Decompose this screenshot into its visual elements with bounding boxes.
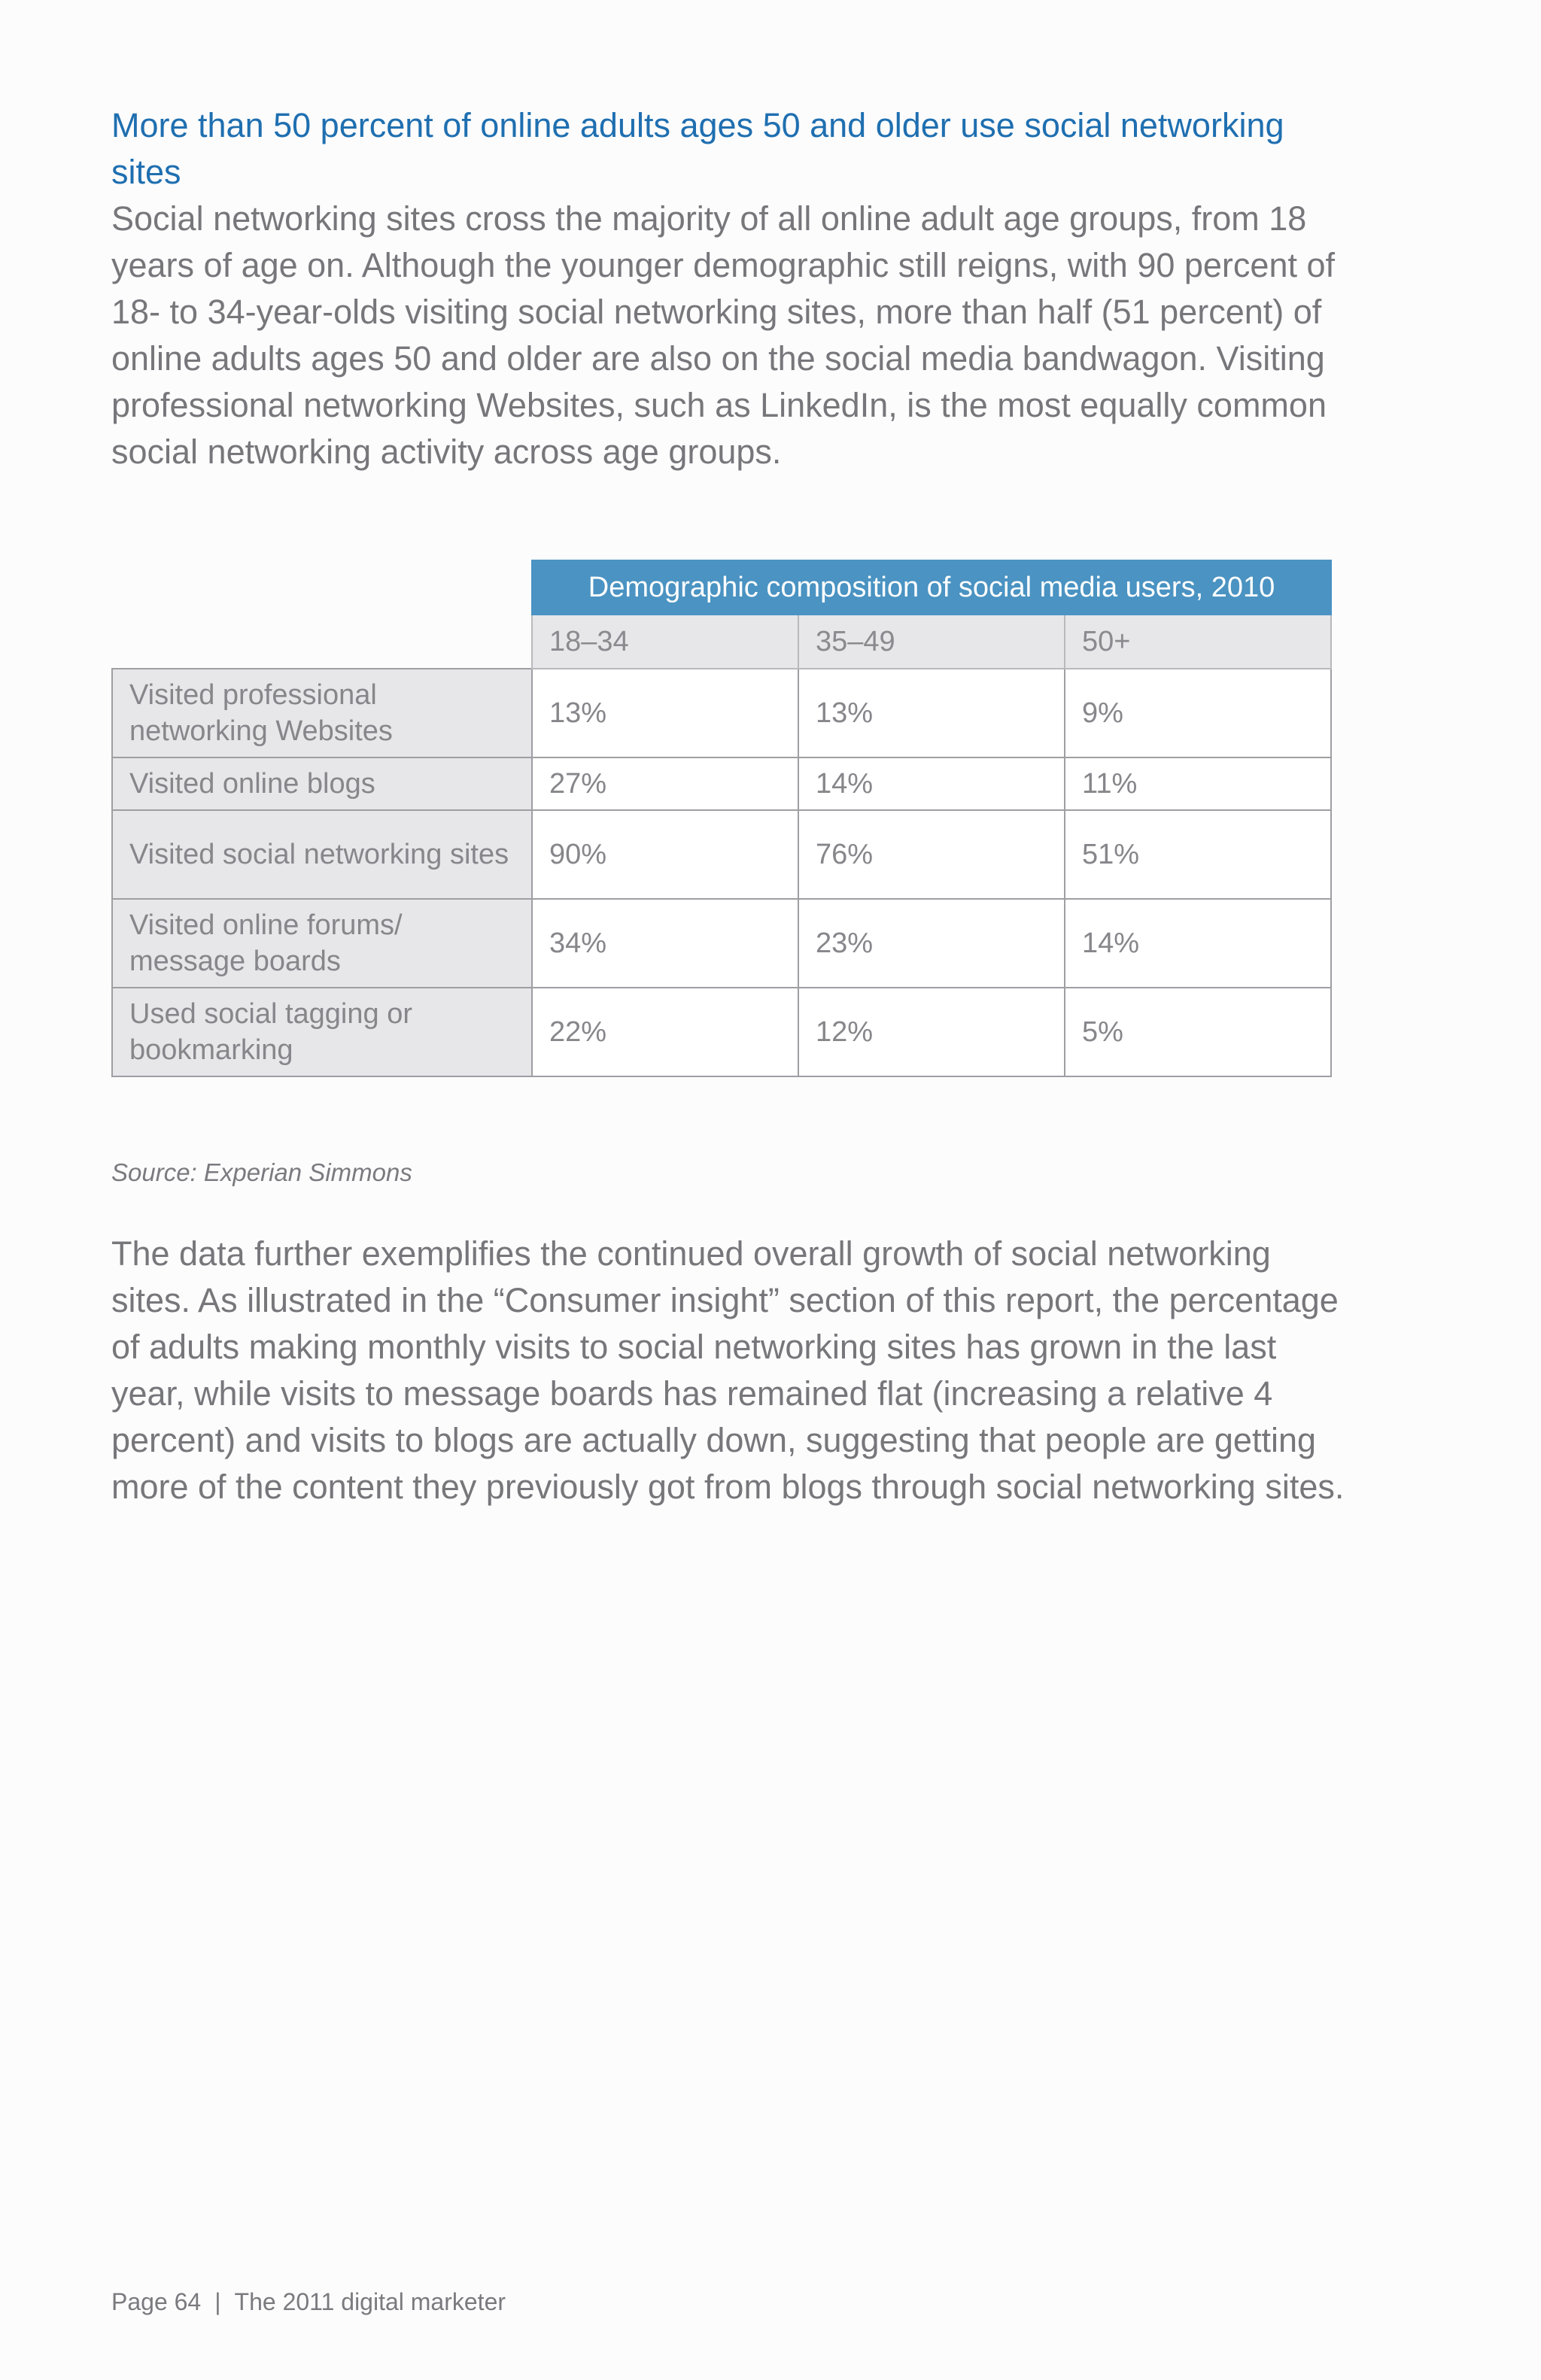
publication-title: The 2011 digital marketer bbox=[234, 2288, 506, 2315]
cell-value: 14% bbox=[1065, 899, 1331, 988]
demographics-table-container bbox=[111, 560, 1332, 1077]
column-header-50-plus: 50+ bbox=[1065, 615, 1331, 669]
cell-value: 34% bbox=[532, 899, 798, 988]
intro-paragraph: Social networking sites cross the majority of all online adult age groups, from 18 years of age on. Although the younger demographic still reigns, with 90 percent of 18- to 34-year-olds visiting social networking sites, more than half (51 percent) of online adults ages 50 and older are also on the social media bandwagon. Visiting professional networking Websites, such as LinkedIn, is the most equally common social networking activity across age groups. bbox=[111, 199, 1335, 471]
footer-separator: | bbox=[214, 2288, 221, 2315]
table-row bbox=[112, 988, 1331, 1076]
cell-value: 22% bbox=[532, 988, 798, 1076]
table-caption: Demographic composition of social media users, 2010 bbox=[532, 560, 1331, 615]
cell-value: 12% bbox=[798, 988, 1065, 1076]
cell-value: 9% bbox=[1065, 669, 1331, 757]
source-note: Source: Experian Simmons bbox=[111, 1158, 412, 1186]
page-footer bbox=[111, 2288, 506, 2316]
table-row bbox=[112, 757, 1331, 810]
cell-value: 27% bbox=[532, 757, 798, 810]
column-header-35-49: 35–49 bbox=[798, 615, 1065, 669]
row-label: Visited social networking sites bbox=[112, 810, 532, 899]
cell-value: 51% bbox=[1065, 810, 1331, 899]
section-heading: More than 50 percent of online adults ages 50 and older use social networking sites bbox=[111, 106, 1284, 191]
table-row bbox=[112, 810, 1331, 899]
row-label: Visited professional networking Websites bbox=[112, 669, 532, 757]
cell-value: 23% bbox=[798, 899, 1065, 988]
column-header-18-34: 18–34 bbox=[532, 615, 798, 669]
table-corner bbox=[112, 560, 532, 615]
cell-value: 76% bbox=[798, 810, 1065, 899]
cell-value: 5% bbox=[1065, 988, 1331, 1076]
cell-value: 13% bbox=[798, 669, 1065, 757]
page-number: Page 64 bbox=[111, 2288, 202, 2315]
table-row bbox=[112, 899, 1331, 988]
table-row bbox=[112, 669, 1331, 757]
demographics-table bbox=[111, 560, 1332, 1077]
cell-value: 90% bbox=[532, 810, 798, 899]
cell-value: 11% bbox=[1065, 757, 1331, 810]
row-label: Visited online blogs bbox=[112, 757, 532, 810]
cell-value: 14% bbox=[798, 757, 1065, 810]
closing-paragraph: The data further exemplifies the continued overall growth of social networking sites. As illustrated in the “Consumer insight” section of this report, the percentage of adults making monthly visits to social networking sites has grown in the last year, while visits to message boards has remained flat (increasing a relative 4 percent) and visits to blogs are actually down, suggesting that people are getting more of the content they previously got from blogs through social networking sites. bbox=[111, 1234, 1345, 1506]
row-label: Visited online forums/ message boards bbox=[112, 899, 532, 988]
table-corner-lower bbox=[112, 615, 532, 669]
row-label: Used social tagging or bookmarking bbox=[112, 988, 532, 1076]
cell-value: 13% bbox=[532, 669, 798, 757]
